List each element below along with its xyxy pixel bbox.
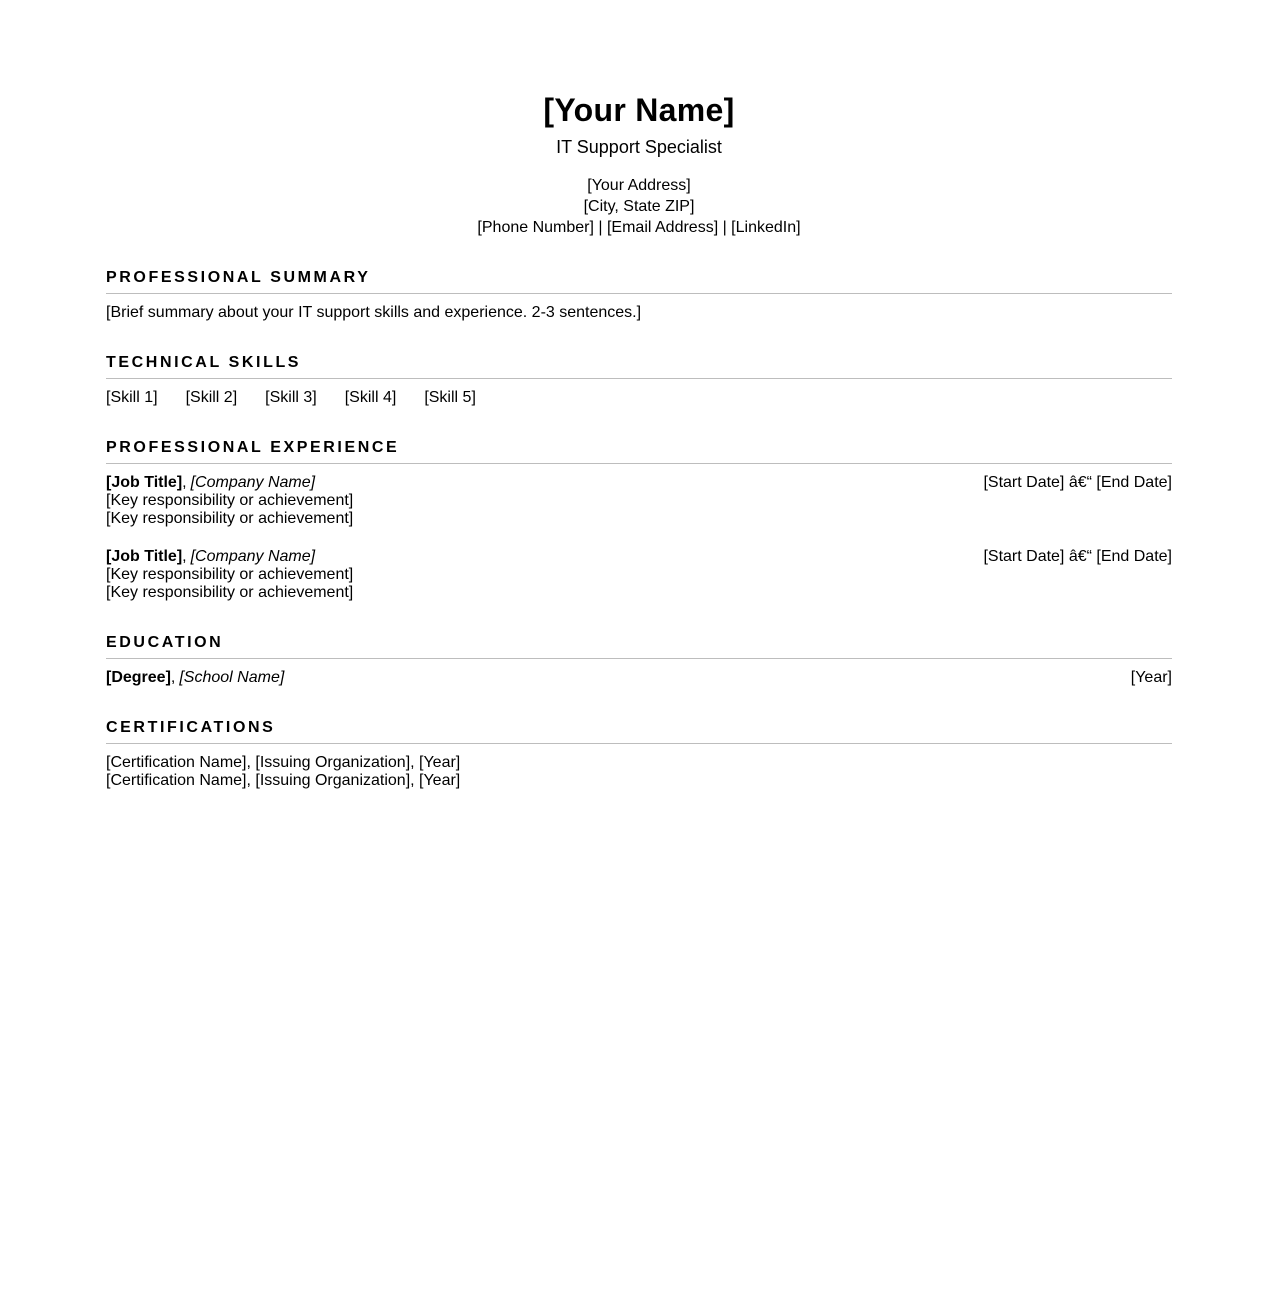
skill-item: [Skill 2] [185,389,238,406]
contact-line: [Phone Number] | [Email Address] | [LinkedIn] [477,219,801,236]
section-title-education: EDUCATION [106,633,1172,659]
company-name: [Company Name] [190,474,316,491]
job-header [106,548,1172,566]
candidate-name: [Your Name] [543,92,735,128]
job-title-company: [Job Title], [Company Name] [106,474,316,491]
certification-item: [Certification Name], [Issuing Organization], [Year] [106,754,461,771]
section-title-summary: PROFESSIONAL SUMMARY [106,268,1172,294]
summary-section [106,268,1172,322]
city-line: [City, State ZIP] [583,198,695,215]
job-point: [Key responsibility or achievement] [106,510,354,527]
skills-section [106,353,1172,407]
job-title-heading: IT Support Specialist [556,137,722,157]
job-entry [106,548,1172,602]
address-line: [Your Address] [587,177,691,194]
section-title-skills: TECHNICAL SKILLS [106,353,1172,379]
skill-item: [Skill 3] [265,389,317,406]
school-name: [School Name] [179,669,285,686]
education-header [106,669,1172,687]
resume-page [106,0,1172,789]
certification-item: [Certification Name], [Issuing Organization], [Year] [106,772,461,789]
certification-list [106,754,1172,790]
resume-header [106,0,1172,238]
job-entry [106,474,1172,528]
degree-school: [Degree], [School Name] [106,669,285,686]
education-entry [106,669,1172,687]
skills-list [106,389,1172,407]
skill-item: [Skill 1] [106,389,158,406]
job-dates: [Start Date] â€“ [End Date] [983,474,1172,491]
section-title-certifications: CERTIFICATIONS [106,718,1172,744]
job-header [106,474,1172,492]
education-section [106,633,1172,687]
job-title: [Job Title] [106,474,183,491]
job-point: [Key responsibility or achievement] [106,566,354,583]
job-dates: [Start Date] â€“ [End Date] [983,548,1172,565]
section-title-experience: PROFESSIONAL EXPERIENCE [106,438,1172,464]
job-point: [Key responsibility or achievement] [106,492,354,509]
degree: [Degree] [106,669,171,686]
job-title: [Job Title] [106,548,183,565]
company-name: [Company Name] [190,548,316,565]
contact-block [106,175,1172,238]
job-point: [Key responsibility or achievement] [106,584,354,601]
skill-item: [Skill 4] [344,389,397,406]
certifications-section [106,718,1172,790]
skill-item: [Skill 5] [424,389,476,406]
summary-text: [Brief summary about your IT support skills and experience. 2-3 sentences.] [106,304,642,321]
education-year: [Year] [1130,669,1172,686]
experience-section [106,438,1172,602]
job-title-company: [Job Title], [Company Name] [106,548,316,565]
